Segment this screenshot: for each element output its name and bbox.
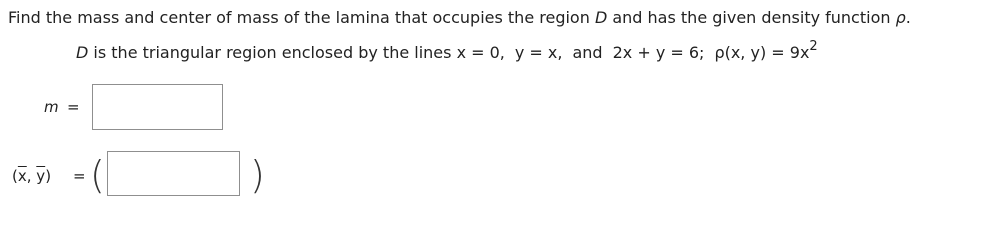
problem-text-part1: Find the mass and center of mass of the lamina that occupies the region — [8, 8, 595, 27]
density-symbol: ρ — [895, 8, 906, 27]
cm-comma: , — [26, 167, 37, 185]
problem-text-end: . — [905, 8, 911, 27]
x-bar: $\overline{x}$ — [17, 167, 27, 185]
problem-text-part2: and has the given density function — [607, 8, 896, 27]
mass-equals: = — [67, 98, 80, 116]
answer-close-paren: ) — [250, 153, 265, 197]
mass-input[interactable] — [92, 84, 223, 130]
region-symbol-2: D — [76, 43, 89, 62]
center-of-mass-input[interactable] — [107, 151, 240, 196]
y-bar: $\overline{y}$ — [36, 167, 46, 185]
density-lhs: ρ(x, y) = 9x — [714, 43, 810, 62]
center-of-mass-equals: = — [73, 167, 86, 185]
region-symbol: D — [594, 8, 608, 27]
and-word: and — [572, 43, 603, 62]
answer-open-paren: ( — [90, 153, 105, 197]
density-function — [714, 38, 818, 62]
line-equation-3: 2x + y = 6; — [612, 43, 705, 62]
cm-close-paren: ) — [45, 167, 52, 185]
region-definition — [76, 38, 818, 63]
line-equation-2: y = x, — [514, 43, 563, 62]
center-of-mass-label — [12, 166, 51, 186]
mass-label: m — [44, 98, 59, 116]
problem-statement — [8, 8, 911, 28]
cm-open-paren: ( — [12, 167, 18, 185]
line-equation-1: x = 0, — [456, 43, 505, 62]
region-text: is the triangular region enclosed by the lines — [88, 43, 457, 62]
density-exponent: 2 — [809, 38, 818, 54]
